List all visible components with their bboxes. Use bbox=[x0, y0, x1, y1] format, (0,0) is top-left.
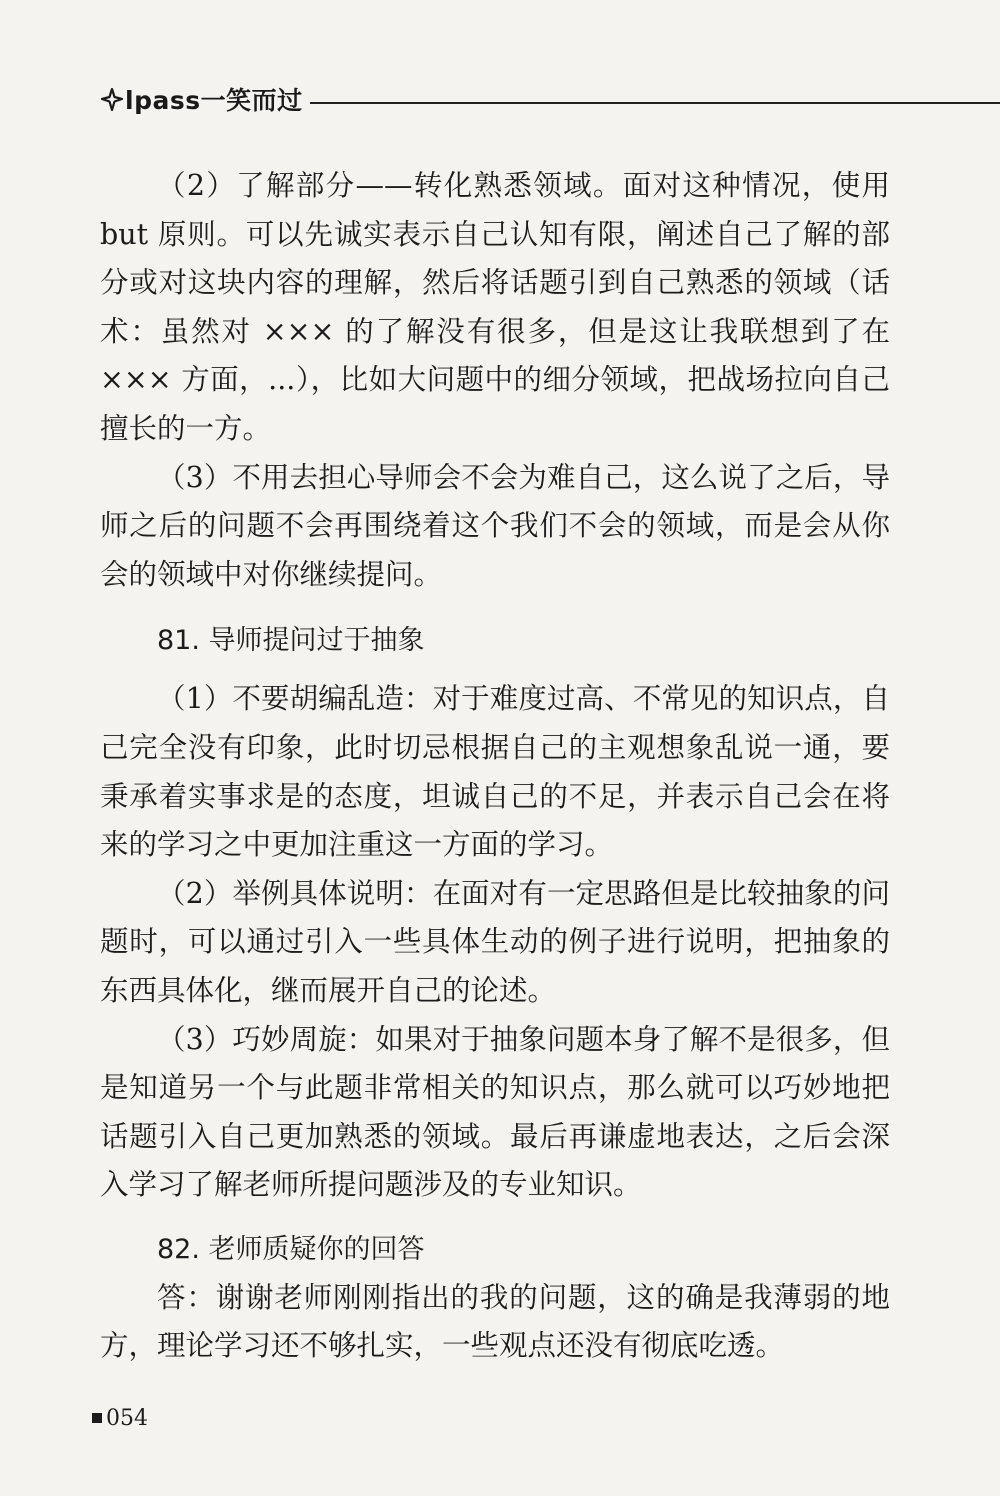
logo-text: lpass一笑而过 bbox=[125, 86, 303, 115]
paragraph: （2）举例具体说明：在面对有一定思路但是比较抽象的问题时，可以通过引入一些具体生动的例子进行说明，把抽象的东西具体化，继而展开自己的论述。 bbox=[100, 876, 890, 1007]
paragraph: （2）了解部分——转化熟悉领域。面对这种情况，使用 but 原则。可以先诚实表示自己认知有限，阐述自己了解的部分或对这块内容的理解，然后将话题引到自己熟悉的领域（话术：虽然对 ××× 的了解没有很多，但是这让我联想到了在 ××× 方面，...），比如大问题中的细分领域，把战场拉向自己擅长的一方。 bbox=[100, 169, 890, 445]
section-heading-82: 82. 老师质疑你的回答 bbox=[157, 1233, 425, 1265]
page-number-text: 054 bbox=[106, 1406, 148, 1431]
square-bullet-icon bbox=[92, 1413, 102, 1423]
body-text bbox=[100, 162, 890, 1371]
page-number bbox=[92, 1404, 148, 1434]
sparkle-star-icon bbox=[100, 86, 124, 112]
paragraph: （3）巧妙周旋：如果对于抽象问题本身了解不是很多，但是知道另一个与此题非常相关的知识点，那么就可以巧妙地把话题引入自己更加熟悉的领域。最后再谦虚地表达，之后会深入学习了解老师所提问题涉及的专业知识。 bbox=[100, 1022, 890, 1202]
header-logo bbox=[100, 82, 303, 120]
paragraph: 答：谢谢老师刚刚指出的我的问题，这的确是我薄弱的地方，理论学习还不够扎实，一些观点还没有彻底吃透。 bbox=[100, 1280, 890, 1363]
section-heading-81: 81. 导师提问过于抽象 bbox=[157, 625, 425, 657]
paragraph: （1）不要胡编乱造：对于难度过高、不常见的知识点，自己完全没有印象，此时切忌根据自己的主观想象乱说一通，要秉承着实事求是的态度，坦诚自己的不足，并表示自己会在将来的学习之中更加注重这一方面的学习。 bbox=[100, 682, 890, 862]
paragraph: （3）不用去担心导师会不会为难自己，这么说了之后，导师之后的问题不会再围绕着这个我们不会的领域，而是会从你会的领域中对你继续提问。 bbox=[100, 460, 890, 591]
running-header bbox=[100, 82, 1000, 122]
header-rule bbox=[310, 102, 1000, 104]
